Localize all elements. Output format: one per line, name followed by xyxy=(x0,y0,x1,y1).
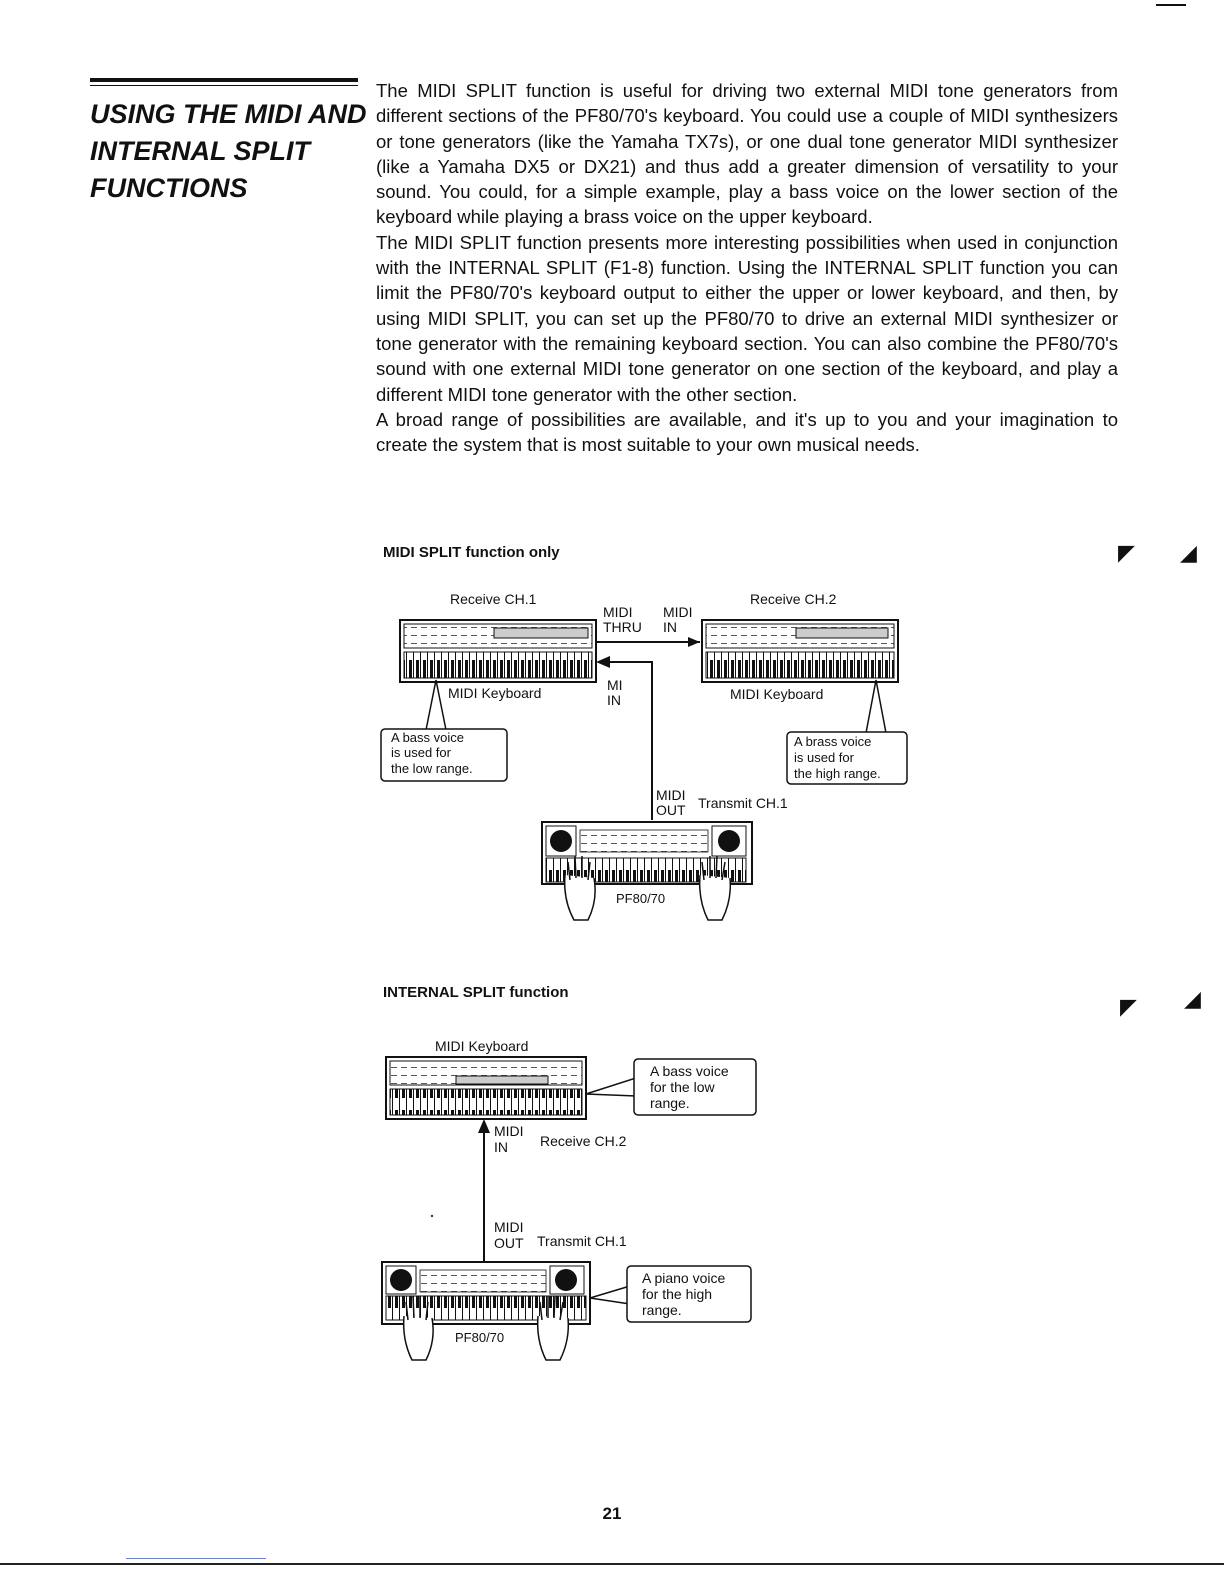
midi-out-label-2: OUT xyxy=(656,802,686,818)
registration-mark-right-2: ◢ xyxy=(1184,986,1201,1011)
right-callout-line-1: A brass voice xyxy=(794,734,872,749)
left-callout-line-1: A bass voice xyxy=(391,730,464,745)
left-callout-line-3: the low range. xyxy=(391,761,473,776)
paragraph-3: A broad range of possibilities are available, and it's up to you and your imagination to create the system that is most suitable to your own musical needs. xyxy=(376,408,1118,456)
left-callout-pointer xyxy=(426,680,446,730)
d2-bottom-callout-line-3: range. xyxy=(642,1302,682,1318)
bottom-blue-line xyxy=(126,1558,266,1559)
bottom-rule xyxy=(0,1563,1224,1565)
d2-midi-in-label-1: MIDI xyxy=(494,1123,524,1139)
d2-top-callout-line-2: for the low xyxy=(650,1079,715,1095)
d2-midi-out-label-1: MIDI xyxy=(494,1219,524,1235)
d2-transmit-label: Transmit CH.1 xyxy=(537,1233,627,1249)
transmit-label: Transmit CH.1 xyxy=(698,795,788,811)
left-kb-label: MIDI Keyboard xyxy=(448,685,542,701)
right-callout-pointer xyxy=(866,680,886,733)
midi-in-left-label-2: IN xyxy=(607,692,621,708)
pf80-70-piano xyxy=(542,822,752,884)
midi-thru-label-1: MIDI xyxy=(603,604,633,620)
midi-in-top-label-2: IN xyxy=(663,619,677,635)
d2-kb-label: MIDI Keyboard xyxy=(435,1038,529,1054)
d2-in-arrow xyxy=(478,1119,490,1133)
midi-in-top-label-1: MIDI xyxy=(663,604,693,620)
d2-midi-out-label-2: OUT xyxy=(494,1235,524,1251)
d2-bottom-callout-line-1: A piano voice xyxy=(642,1270,726,1286)
d2-top-callout-line-3: range. xyxy=(650,1095,690,1111)
right-midi-keyboard xyxy=(702,620,898,682)
d2-top-callout-pointer xyxy=(586,1078,636,1096)
right-receive-label: Receive CH.2 xyxy=(750,591,837,607)
paragraph-1: The MIDI SPLIT function is useful for driving two external MIDI tone generators from different sections of the PF80/70's keyboard. You could use a couple of MIDI synthesizers or tone generators (like the Yamaha TX7s), or one dual tone generator MIDI synthesizer (like a Yamaha DX5 or DX21) and thus add a greater dimension of versatility to your sound. You could, for a simple example, play a bass voice on the lower section of the keyboard while playing a brass voice on the upper keyboard. xyxy=(376,80,1118,228)
left-callout-line-2: is used for xyxy=(391,745,451,760)
d2-piano-label: PF80/70 xyxy=(455,1330,505,1345)
right-callout-line-3: the high range. xyxy=(794,766,881,781)
right-callout-line-2: is used for xyxy=(794,750,854,765)
diagram2-caption: INTERNAL SPLIT function xyxy=(383,984,569,1001)
in-arrow xyxy=(596,656,610,668)
d2-top-callout-line-1: A bass voice xyxy=(650,1063,729,1079)
midi-in-left-label-1: MI xyxy=(607,677,623,693)
d2-midi-in-label-2: IN xyxy=(494,1139,508,1155)
diagram1-caption: MIDI SPLIT function only xyxy=(383,544,560,561)
d2-bottom-callout-line-2: for the high xyxy=(642,1286,713,1302)
left-midi-keyboard xyxy=(400,620,596,682)
registration-mark-right: ◢ xyxy=(1180,540,1197,565)
d2-midi-keyboard xyxy=(386,1057,586,1119)
d2-bottom-callout-pointer xyxy=(590,1286,630,1304)
right-kb-label: MIDI Keyboard xyxy=(730,686,824,702)
midi-out-label-1: MIDI xyxy=(656,787,686,803)
d2-receive-label: Receive CH.2 xyxy=(540,1133,627,1149)
registration-mark-left: ◤ xyxy=(1118,540,1135,565)
section-title-line-1: USING THE MIDI AND xyxy=(90,99,367,129)
registration-mark-left-2: ◤ xyxy=(1120,994,1137,1019)
left-receive-label: Receive CH.1 xyxy=(450,591,537,607)
scan-speck xyxy=(431,1215,433,1217)
piano-label: PF80/70 xyxy=(616,891,666,906)
section-title-line-3: FUNCTIONS xyxy=(90,173,248,203)
paragraph-2: The MIDI SPLIT function presents more interesting possibilities when used in conjunction with the INTERNAL SPLIT (F1-8) function. Using the INTERNAL SPLIT function you can limit the PF80/70's keyboard output to either the upper or lower keyboard, and then, by using MIDI SPLIT, you can set up the PF80/70 to drive an external MIDI synthesizer or tone generator with the remaining keyboard section. You can also combine the PF80/70's sound with one external MIDI tone generator on one section of the keyboard, and play a different MIDI tone generator with the other section. xyxy=(376,231,1118,405)
midi-thru-label-2: THRU xyxy=(603,619,642,635)
section-title-line-2: INTERNAL SPLIT xyxy=(90,136,311,166)
thru-arrow xyxy=(688,637,700,647)
page-number: 21 xyxy=(602,1504,622,1523)
